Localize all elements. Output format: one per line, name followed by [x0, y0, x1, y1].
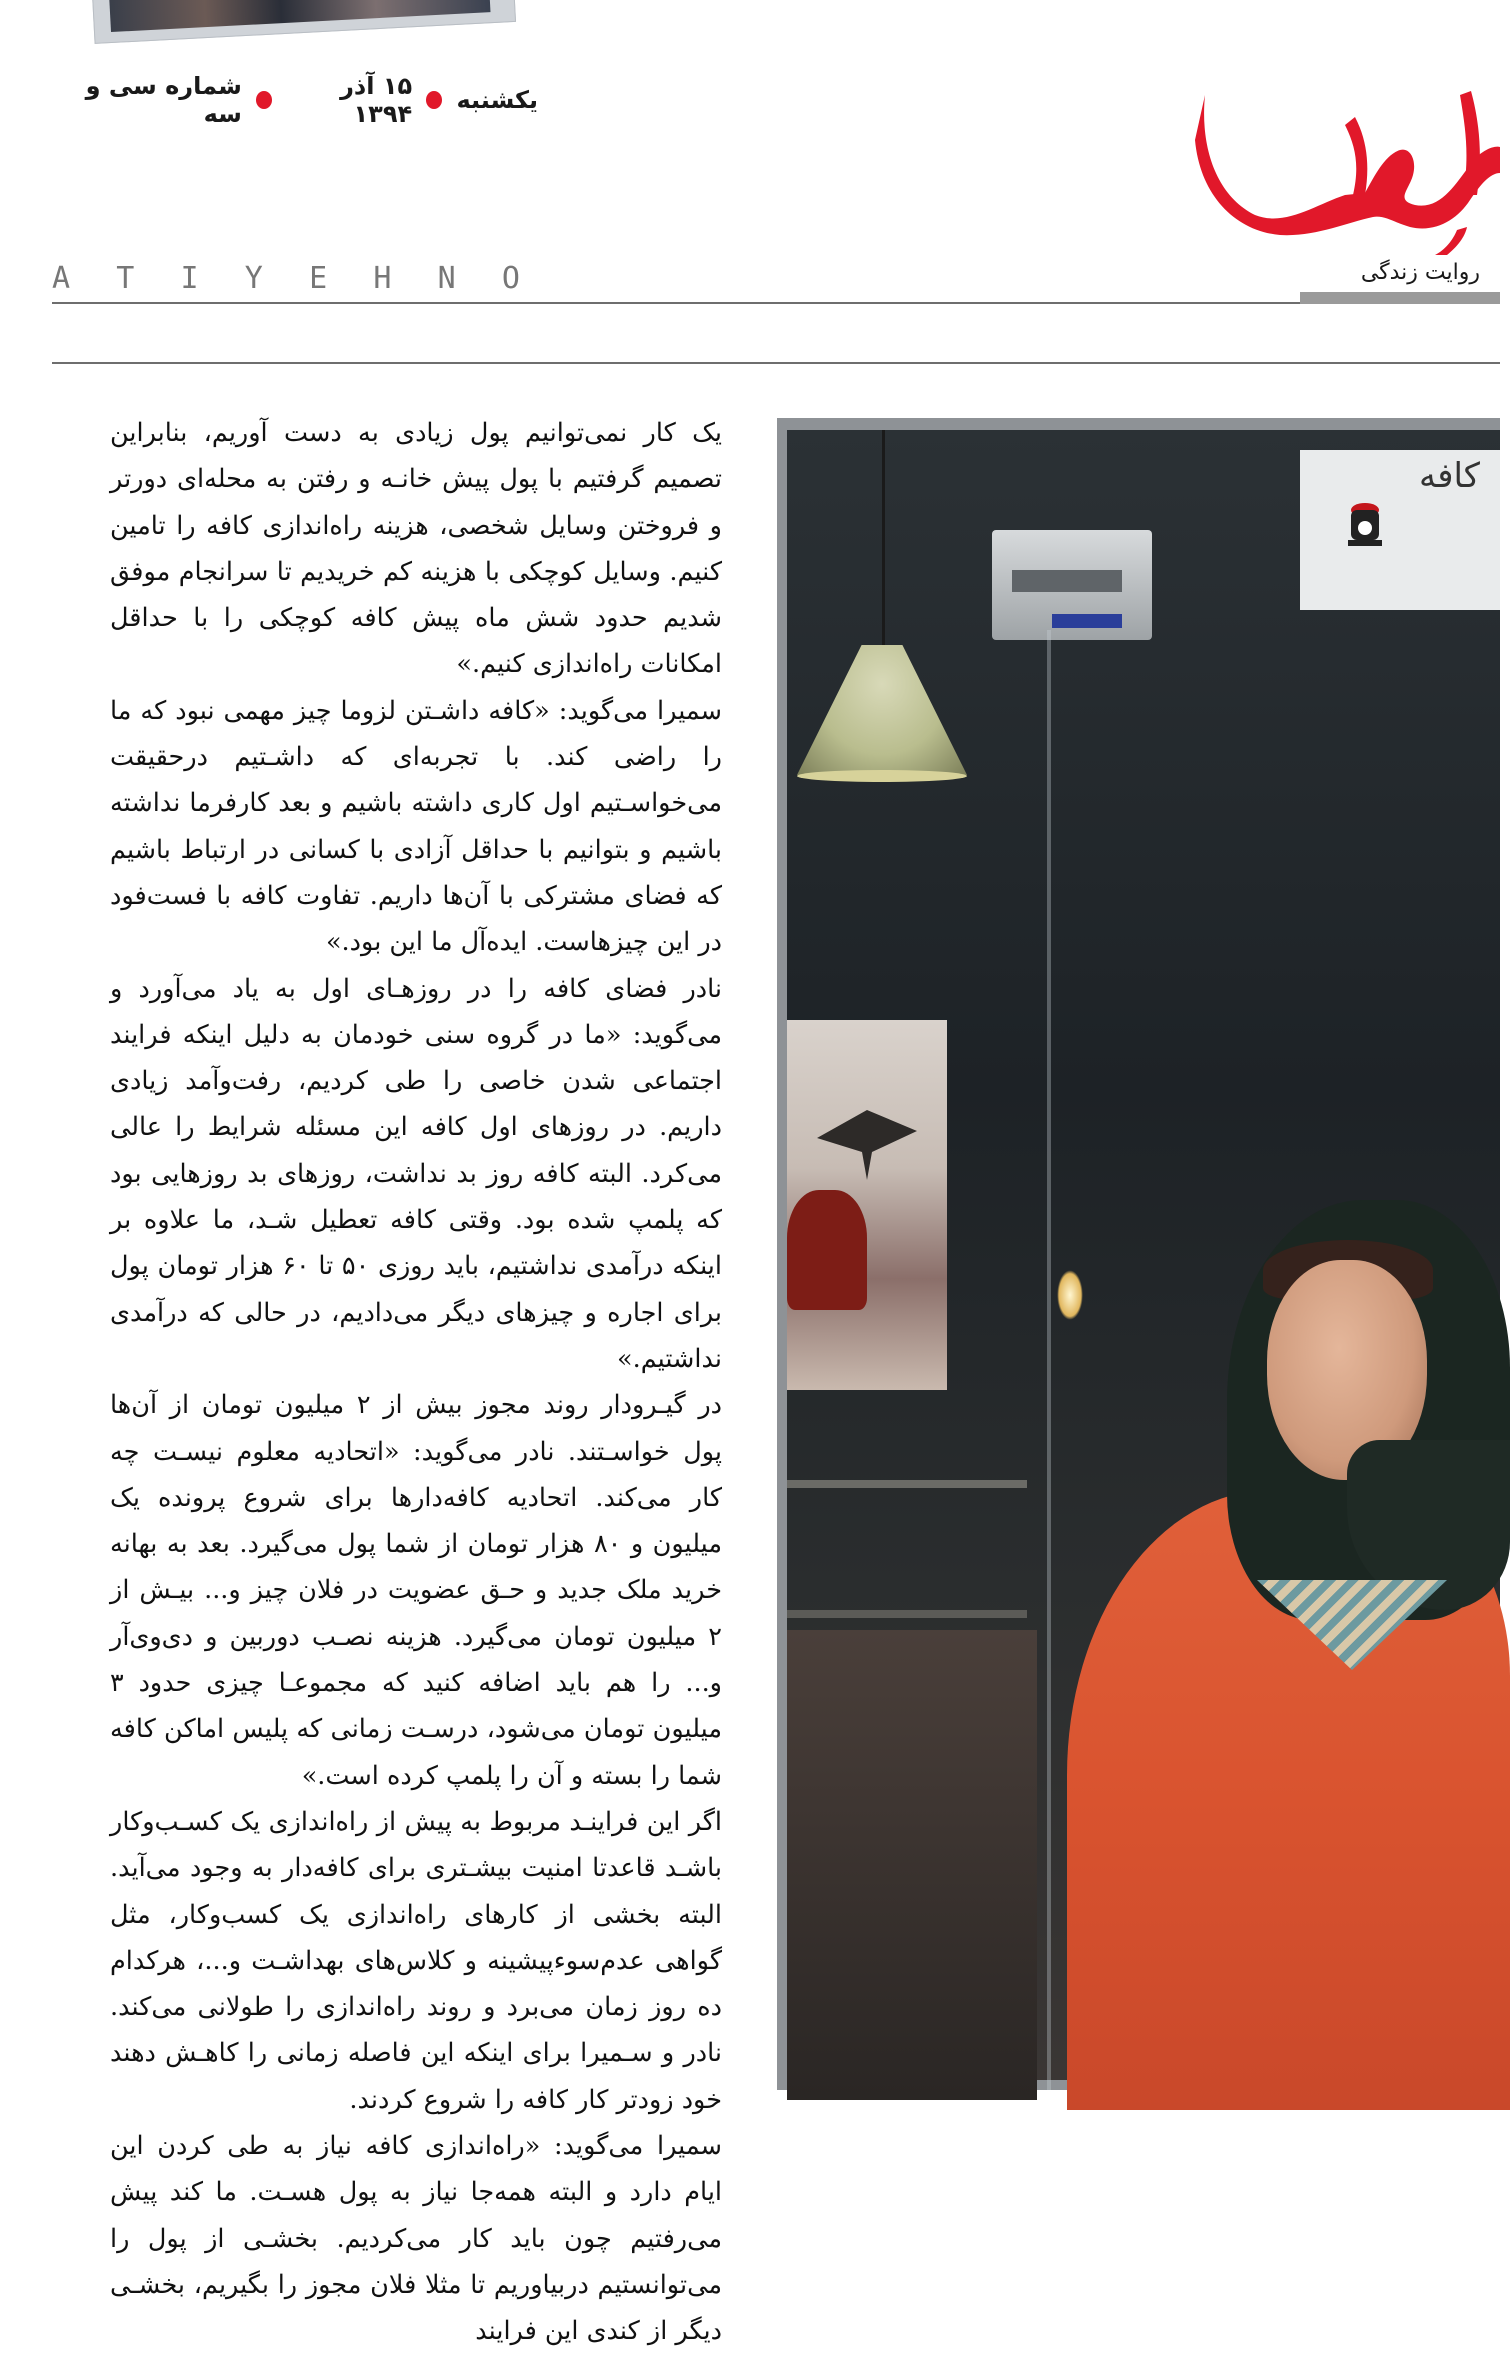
logo-underline — [1300, 292, 1500, 304]
cafe-scene — [787, 430, 1500, 2080]
door-hinge — [992, 530, 1152, 640]
day-label: یکشنبه — [456, 86, 538, 114]
wall-poster — [787, 1020, 947, 1390]
article-paragraph: اگر این فراینـد مربوط به پیش از راه‌اندازی یک کسـب‌وکار باشـد قاعدتا امنیت بیشـتری برای کافه‌دار به وجود می‌آید. البته بخشی از کارهای راه‌اندازی یک کسب‌وکار، مثل گواهی عدم‌سوءپیشینه و کلاس‌های بهداشـت و...، هرکدام ده روز زمان می‌برد و روند راه‌اندازی را طولانی می‌کند. نادر و سـمیرا برای اینکه این فاصله زمانی را کاهـش دهند خود زودتر کار کافه را شروع کردند. — [110, 1806, 722, 2115]
shelf — [787, 1610, 1027, 1618]
article-paragraph: نادر فضای کافه را در روزهـای اول به یاد می‌آورد و می‌گوید: «ما در گروه سنی خودمان به دلیل اینکه فرایند اجتماعی شدن خاصی را طی کردیم، رفت‌وآمد زیادی داریم. در روزهای اول کافه این مسئله شرایط را عالی می‌کرد. البته کافه روز بد نداشت، روزهای بد روزهایی بود که پلمپ شده بود. وقتی کافه تعطیل شـد، ما علاوه بر اینکه درآمدی نداشتیم، باید روزی ۵۰ تا ۶۰ هزار تومان پول برای اجاره و چیزهای دیگر می‌دادیم، در حالی که درآمدی نداشتیم.» — [110, 973, 722, 1374]
magazine-logo — [1195, 55, 1500, 255]
brand-letter: A — [52, 260, 73, 296]
logo-caption: روایت زندگی — [1360, 260, 1480, 285]
lamp-rim — [797, 770, 967, 782]
lamp-cord — [882, 430, 885, 650]
coffee-cup-icon — [1340, 500, 1390, 560]
date-label: ۱۵ آذر ۱۳۹۴ — [340, 72, 413, 128]
poster-figure — [787, 1190, 867, 1310]
brand-letter: Y — [244, 260, 265, 296]
article-paragraph: سمیرا می‌گوید: «کافه داشـتن لزوما چیز مهمی نبود که ما را راضی کند. با تجربه‌ای که داشـتیم درحقیقت می‌خواسـتیم اول کاری داشته باشیم و بعد کارفرما نداشته باشیم و بتوانیم با حداقل آزادی با کسانی در ارتباط باشیم که فضای مشترکی با آن‌ها داریم. تفاوت کافه با فست‌فود در این چیزهاست. ایده‌آل ما این بود.» — [110, 695, 722, 958]
article-photo — [777, 418, 1500, 2090]
article-body — [110, 410, 723, 2347]
pendant-lamp — [797, 645, 967, 775]
wall-light — [1057, 1270, 1083, 1320]
brand-letter: N — [437, 260, 458, 296]
dateline — [58, 72, 538, 128]
article-paragraph: سمیرا می‌گوید: «راه‌اندازی کافه نیاز به طی کردن این ایام دارد و البته همه‌جا نیاز به پول هسـت. ما کند پیش می‌رفتیم چون باید کار می‌کردیم. بخشـی از پول را می‌توانستیم دربیاوریم تا مثلا فلان مجوز را بگیریم، بخشـی دیگر از کندی این فرایند — [110, 2130, 722, 2347]
brand-letter: T — [116, 260, 137, 296]
brand-word — [52, 258, 522, 298]
article-paragraph: در گیـرودار روند مجوز بیش از ۲ میلیون تومان از آن‌ها پول خواسـتند. نادر می‌گوید: «اتحادیه معلوم نیسـت چه کار می‌کند. اتحادیه کافه‌دارها برای شروع پرونده یک میلیون و ۸۰ هزار تومان از شما پول می‌گیرد. بعد به بهانه خرید ملک جدید و حـق عضویت در فلان چیز و... بیـش از ۲ میلیون تومان می‌گیرد. هزینه نصـب دوربین و دی‌وی‌آر و... را هم باید اضافه کنید که مجموعـا چیزی حدود ۳ میلیون تومان می‌شود، درسـت زمانی که پلیس اماکن کافه شما را بسته و آن را پلمپ کرده است.» — [110, 1390, 723, 1791]
cafe-sign — [1300, 450, 1500, 610]
issue-label: شماره سی و سه — [85, 72, 242, 128]
brand-letter: I — [180, 260, 201, 296]
bullet-dot-icon — [426, 91, 442, 109]
bullet-dot-icon — [256, 91, 272, 109]
bird-figure — [817, 1110, 917, 1180]
glass-door-edge — [1047, 630, 1051, 2090]
section-rule — [52, 362, 1500, 364]
background-window — [787, 1630, 1037, 2100]
top-photo-thumbnail — [92, 0, 516, 44]
header-rule — [52, 302, 1300, 304]
article-paragraph: یک کار نمی‌توانیم پول زیادی به دست آوریم، بنابراین تصمیم گرفتیم با پول پیش خانـه و رفتن به محله‌ای دورتر و فروختن وسایل شخصی، هزینه راه‌اندازی کافه را تامین کنیم. وسایل کوچکی با هزینه کم خریدیم تا سرانجام موفق شدیم حدود شش ماه پیش کافه کوچکی را با حداقل امکانات راه‌اندازی کنیم.» — [110, 418, 722, 680]
brand-letter: O — [501, 260, 522, 296]
brand-letter: H — [373, 260, 394, 296]
sign-text: کافه — [1418, 456, 1480, 496]
shelf — [787, 1480, 1027, 1488]
brand-letter: E — [309, 260, 330, 296]
